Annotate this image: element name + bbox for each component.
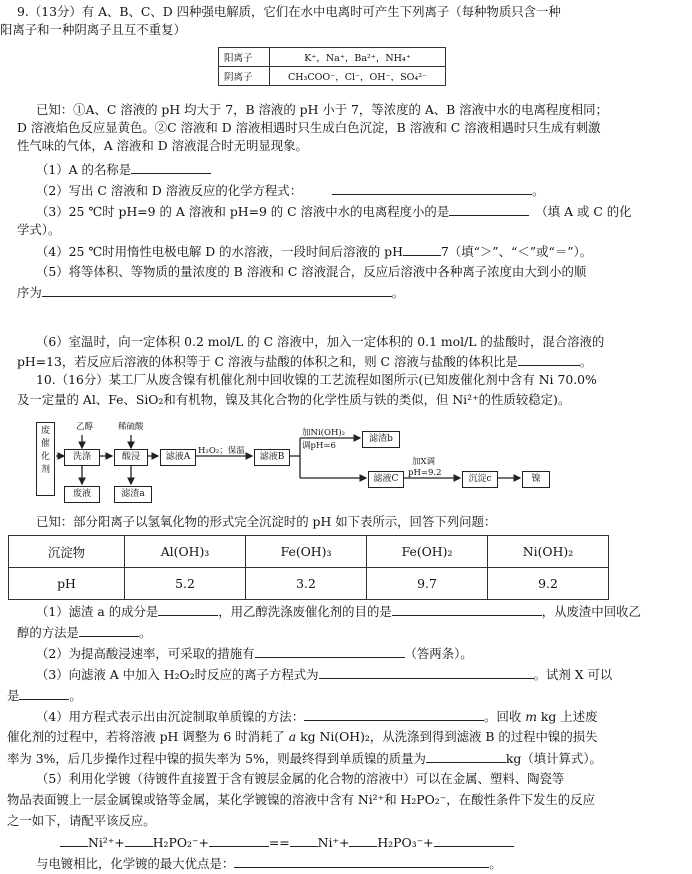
residue-a-box: 滤渣a	[114, 486, 152, 503]
adjust-ph6-label: 调pH=6	[302, 441, 336, 451]
hydroxide-ph-table	[8, 535, 609, 600]
q10-sub5-cont1: 物品表面镀上一层金属镍或铬等金属，某化学镀镍的溶液中含有 Ni²⁺和 H₂PO₂⁻，在酸性条件下发生的反应	[7, 792, 595, 807]
table-cell: 5.2	[125, 568, 246, 600]
q10-sub3-cont: 是 。	[7, 688, 82, 703]
nickel-box: 镍	[522, 471, 550, 488]
q10-known: 已知：部分阳离子以氢氧化物的形式完全沉淀时的 pH 如下表所示，回答下列问题：	[36, 514, 497, 529]
waste-liquid-box: 废液	[64, 486, 100, 503]
q9-sub3-cont: 学式）。	[17, 222, 61, 237]
q10-sub1: （1）滤渣 a 的成分是 ，用乙醇洗涤废催化剂的目的是 ，从废渣中回收乙	[36, 604, 641, 619]
q10-equation: Ni²⁺+ H₂PO₂⁻+ == Ni⁺+ H₂PO₃⁻+	[60, 834, 514, 851]
q9-sub6: （6）室温时，向一定体积 0.2 mol/L 的 C 溶液中，加入一定体积的 0.1 mol/L 的盐酸时，混合溶液的	[36, 334, 605, 349]
answer-blank[interactable]	[319, 666, 534, 679]
q9-intro-line2: 阳离子和一种阴离子且互不重复）	[0, 22, 186, 37]
answer-blank[interactable]	[209, 834, 269, 847]
answer-blank[interactable]	[234, 855, 489, 868]
filtrate-c-box: 滤液C	[368, 471, 404, 488]
table-cell: pH	[9, 568, 125, 600]
q9-sub2: （2）写出 C 溶液和 D 溶液反应的化学方程式： 。	[36, 183, 545, 198]
anion-values: CH₃COO⁻，Cl⁻，OH⁻，SO₄²⁻	[270, 67, 446, 86]
q10-sub2: （2）为提高酸浸速率，可采取的措施有 （答两条）。	[36, 646, 473, 661]
q9-known-line3: 性气味的气体，A 溶液和 D 溶液混合时无明显现象。	[17, 138, 308, 153]
table-header: Fe(OH)₂	[367, 536, 488, 568]
residue-b-box: 滤渣b	[362, 431, 400, 448]
q9-sub3: （3）25 ℃时 pH=9 的 A 溶液和 pH=9 的 C 溶液中水的电离程度小的是 （填 A 或 C 的化	[36, 204, 632, 219]
anion-label: 阴离子	[219, 67, 270, 86]
q10-sub5-cont2: 之一如下，请配平该反应。	[7, 813, 156, 828]
table-cell: 9.2	[488, 568, 609, 600]
q9-sub4: （4）25 ℃时用惰性电极电解 D 的水溶液，一段时间后溶液的 pH 7（填“＞”、“＜”或“＝”）。	[36, 244, 593, 259]
q10-sub3: （3）向滤液 A 中加入 H₂O₂时反应的离子方程式为 。试剂 X 可以	[36, 667, 613, 682]
q9-sub5-cont: 序为 。	[17, 285, 405, 300]
answer-blank[interactable]	[158, 603, 218, 616]
q10-intro-line2: 及一定量的 Al、Fe、SiO₂和有机物，镍及其化合物的化学性质与铁的类似，但 Ni²⁺的性质较稳定)。	[17, 392, 571, 407]
answer-blank[interactable]	[434, 834, 514, 847]
cation-values: K⁺，Na⁺，Ba²⁺，NH₄⁺	[270, 48, 446, 67]
waste-catalyst-box: 废催化剂	[36, 422, 55, 496]
q9-sub5: （5）将等体积、等物质的量浓度的 B 溶液和 C 溶液混合，反应后溶液中各种离子浓度由大到小的顺	[36, 264, 587, 279]
q10-sub4-cont1: 催化剂的过程中，若将溶液 pH 调整为 6 时消耗了 a kg Ni(OH)₂，从洗涤到得到滤液 B 的过程中镍的损失	[7, 729, 598, 744]
cation-label: 阳离子	[219, 48, 270, 67]
ethanol-label: 乙醇	[76, 422, 94, 432]
table-header: Al(OH)₃	[125, 536, 246, 568]
add-nioh2-label: 加Ni(OH)₂	[302, 428, 346, 438]
q10-sub5: （5）利用化学镀（待镀件直接置于含有镀层金属的化合物的溶液中）可以在金属、塑料、陶瓷等	[36, 771, 565, 786]
answer-blank[interactable]	[19, 687, 69, 700]
answer-blank[interactable]	[290, 834, 318, 847]
q10-sub1-cont: 醇的方法是 。	[17, 625, 152, 640]
table-header: Ni(OH)₂	[488, 536, 609, 568]
q10-sub5-cont3: 与电镀相比，化学镀的最大优点是： 。	[36, 856, 502, 871]
precipitate-c-box: 沉淀c	[462, 471, 498, 488]
answer-blank[interactable]	[426, 750, 506, 763]
q10-intro-line1: 10.（16分）某工厂从废含镍有机催化剂中回收镍的工艺流程如图所示(已知废催化剂中含有 Ni 70.0%	[36, 372, 597, 387]
answer-blank[interactable]	[304, 708, 484, 721]
table-header: 沉淀物	[9, 536, 125, 568]
adjust-ph92-label: pH=9.2	[408, 468, 442, 478]
answer-blank[interactable]	[79, 624, 139, 637]
sulfuric-acid-label: 稀硫酸	[118, 422, 144, 432]
q10-sub4: （4）用方程式表示出由沉淀制取单质镍的方法： 。回收 m kg 上述废	[36, 709, 598, 724]
filtrate-b-box: 滤液B	[254, 449, 290, 466]
acid-leach-box: 酸浸	[114, 449, 148, 466]
filtrate-a-box: 滤液A	[160, 449, 196, 466]
q9-known-line1: 已知：①A、C 溶液的 pH 均大于 7，B 溶液的 pH 小于 7，等浓度的 A、B 溶液中水的电离程度相同；	[36, 102, 608, 117]
add-x-label: 加X调	[412, 457, 436, 467]
answer-blank[interactable]	[392, 603, 542, 616]
table-cell: 3.2	[246, 568, 367, 600]
q9-intro-line1: 9.（13分）有 A、B、C、D 四种强电解质，它们在水中电离时可产生下列离子（每种物质只含一种	[17, 4, 561, 19]
answer-blank[interactable]	[125, 834, 153, 847]
h2o2-label: H₂O₂；保温	[198, 446, 245, 456]
answer-blank[interactable]	[255, 645, 405, 658]
q10-sub4-cont2: 率为 3%，后几步操作过程中镍的损失率为 5%，则最终得到单质镍的质量为 kg（填计算式）。	[7, 751, 602, 766]
table-cell: 9.7	[367, 568, 488, 600]
wash-box: 洗涤	[64, 449, 100, 466]
table-header: Fe(OH)₃	[246, 536, 367, 568]
answer-blank[interactable]	[60, 834, 88, 847]
q9-sub1: （1）A 的名称是	[36, 161, 211, 178]
q9-known-line2: D 溶液焰色反应显黄色。②C 溶液和 D 溶液相遇时只生成白色沉淀，B 溶液和 C 溶液相遇时只生成有刺激	[17, 120, 601, 135]
q9-sub6-cont: pH=13，若反应后溶液的体积等于 C 溶液与盐酸的体积之和，则 C 溶液与盐酸的体积比是 。	[17, 354, 593, 369]
answer-blank[interactable]	[349, 834, 377, 847]
